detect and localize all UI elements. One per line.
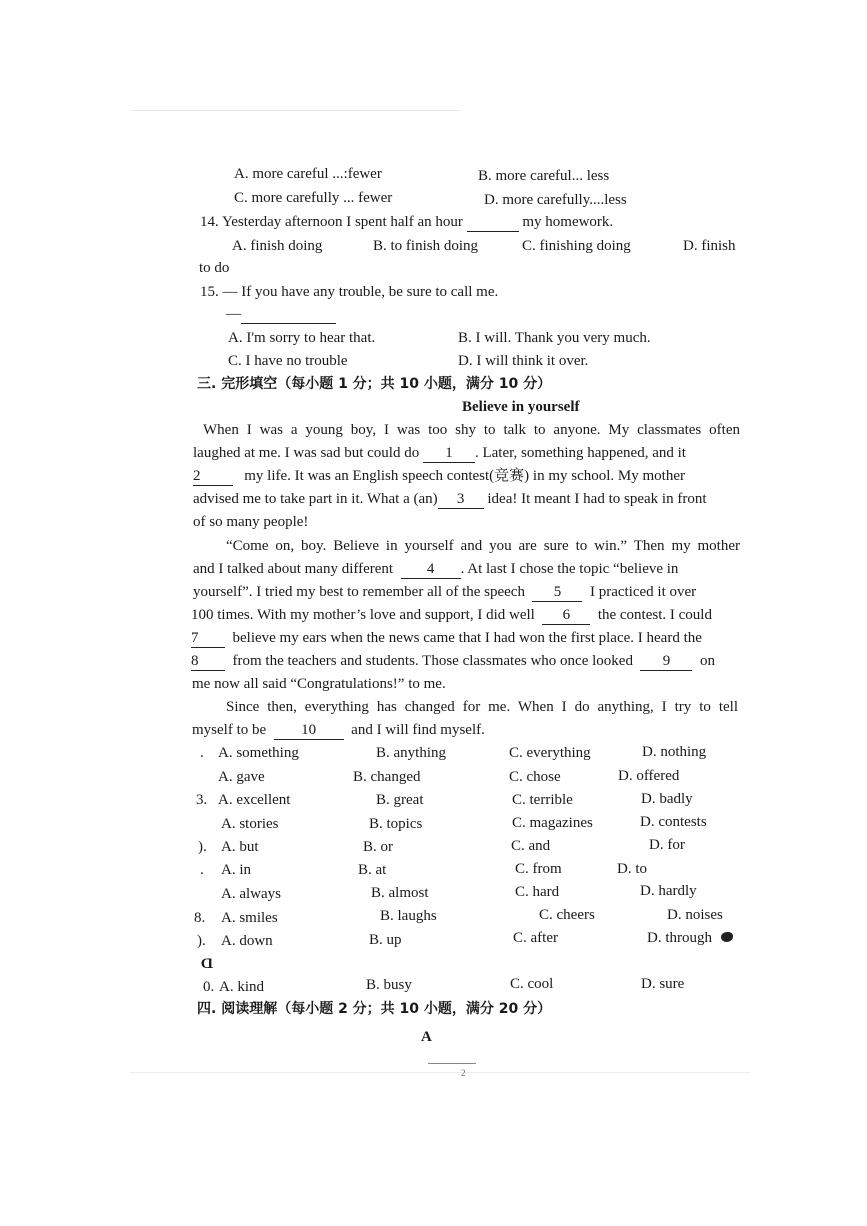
option-b: B. laughs	[380, 908, 437, 924]
option-d: D. sure	[641, 976, 685, 992]
option-c: C. and	[511, 838, 551, 854]
blank-2: 2	[193, 467, 233, 486]
passage-line-13: Since then, everything has changed for me. When I do anything, I try to tell	[226, 699, 738, 715]
option-c: C. magazines	[512, 815, 593, 831]
passage-text: . Later, something happened, and it	[474, 445, 686, 461]
option-b: B. busy	[366, 977, 412, 993]
q14-option-d-wrap: to do	[199, 260, 230, 276]
option-a: A. stories	[221, 816, 279, 832]
passage-title: Believe in yourself	[462, 399, 580, 415]
q14-blank	[467, 213, 519, 232]
option-d: D. offered	[618, 768, 680, 784]
option-c: C. cheers	[539, 907, 595, 923]
option-d: D. hardly	[640, 883, 697, 899]
q13-option-d: D. more carefully....less	[484, 192, 627, 208]
option-a: A. gave	[218, 769, 265, 785]
option-b: B. great	[376, 792, 424, 808]
q14-stem-text: 14. Yesterday afternoon I spent half an hour	[200, 214, 463, 230]
q15-option-a: A. I'm sorry to hear that.	[228, 330, 376, 346]
option-c: C. after	[513, 930, 558, 946]
section-3-heading: 三. 完形填空（每小题 1 分；共 10 小题，满分 10 分）	[197, 376, 552, 392]
passage-text: laughed at me. I was sad but could do	[193, 445, 420, 461]
q13-option-b: B. more careful... less	[478, 168, 610, 184]
footer-rule	[428, 1063, 476, 1064]
passage-text: believe my ears when the news came that I had won the first place. I heard the	[232, 630, 702, 646]
q15-option-d: D. I will think it over.	[458, 353, 589, 369]
option-d: D. badly	[641, 791, 693, 807]
blank-9: 9	[640, 652, 692, 671]
passage-line-1: When I was a young boy, I was too shy to talk to anyone. My classmates often	[203, 422, 740, 438]
q14-option-a: A. finish doing	[232, 238, 323, 254]
passage-line-4	[193, 490, 706, 509]
option-a: A. smiles	[221, 910, 278, 926]
option-b: B. or	[363, 839, 393, 855]
passage-text: yourself”. I tried my best to remember all of the speech	[193, 584, 525, 600]
scan-line	[130, 1072, 750, 1073]
option-a: A. something	[218, 745, 299, 761]
passage-text: and I talked about many different	[193, 561, 394, 577]
option-b: B. changed	[353, 769, 421, 785]
option-number: 0.	[203, 979, 215, 995]
option-a: A. excellent	[218, 792, 291, 808]
passage-line-14	[192, 721, 485, 740]
q14-option-d: D. finish	[683, 238, 736, 254]
option-number: 3.	[196, 792, 208, 808]
option-c: C. cool	[510, 976, 554, 992]
option-c: C. chose	[509, 769, 561, 785]
option-d: D. through	[647, 930, 712, 946]
option-number: .	[200, 862, 204, 878]
q13-option-c: C. more carefully ... fewer	[234, 190, 393, 206]
passage-text: the contest. I could	[597, 607, 712, 623]
passage-line-2	[193, 444, 686, 463]
section-4-heading: 四. 阅读理解（每小题 2 分；共 10 小题，满分 20 分）	[197, 1001, 552, 1017]
blank-10: 10	[274, 721, 344, 740]
option-a: A. always	[221, 886, 281, 902]
option-d: D. contests	[640, 814, 707, 830]
option-c: C. hard	[515, 884, 560, 900]
passage-text: from the teachers and students. Those classmates who once looked	[232, 653, 633, 669]
option-b: B. at	[358, 862, 387, 878]
option-a: A. in	[221, 862, 251, 878]
blank-3: 3	[438, 490, 484, 509]
passage-line-12: me now all said “Congratulations!” to me.	[192, 676, 446, 692]
option-a: A. kind	[219, 979, 264, 995]
passage-line-7	[193, 560, 678, 579]
blank-5: 5	[532, 583, 582, 602]
q15-stem: 15. — If you have any trouble, be sure to call me.	[200, 284, 499, 300]
ink-blot-icon	[721, 932, 733, 942]
q15-option-c: C. I have no trouble	[228, 353, 348, 369]
passage-line-6: “Come on, boy. Believe in yourself and you are sure to win.” Then my mother	[226, 538, 740, 554]
option-number: .	[200, 745, 204, 761]
option-b: B. topics	[369, 816, 423, 832]
blank-4: 4	[401, 560, 461, 579]
q14-option-c: C. finishing doing	[522, 238, 631, 254]
passage-text: 100 times. With my mother’s love and support, I did well	[191, 607, 535, 623]
page-number: 2	[461, 1068, 466, 1078]
q15-reply-dash: —	[226, 306, 241, 322]
blank-6: 6	[542, 606, 590, 625]
stray-mark-icon: Ɑ	[201, 956, 214, 972]
part-label: A	[421, 1029, 432, 1045]
q14-stem	[200, 213, 613, 232]
option-d: D. nothing	[642, 744, 707, 760]
blank-8: 8	[191, 652, 225, 671]
scan-line	[130, 110, 460, 111]
passage-line-3	[193, 467, 685, 486]
q14-stem-end: my homework.	[522, 214, 614, 230]
option-b: B. up	[369, 932, 402, 948]
option-row-1	[200, 744, 204, 762]
passage-line-11	[191, 652, 715, 671]
q14-option-b: B. to finish doing	[373, 238, 479, 254]
option-c: C. terrible	[512, 792, 573, 808]
q15-blank	[241, 305, 336, 324]
option-d: D. for	[649, 837, 685, 853]
passage-line-5: of so many people!	[193, 514, 309, 530]
passage-text: advised me to take part in it. What a (an)	[193, 491, 438, 507]
passage-text: my life. It was an English speech contest(竞赛) in my school. My mother	[244, 468, 685, 484]
passage-line-10	[191, 629, 702, 648]
option-a: A. but	[221, 839, 259, 855]
option-c: C. everything	[509, 745, 591, 761]
blank-7: 7	[191, 629, 225, 648]
passage-text: I practiced it over	[589, 584, 697, 600]
passage-line-9	[191, 606, 712, 625]
passage-line-8	[193, 583, 696, 602]
option-number: ).	[197, 933, 206, 949]
passage-text: myself to be	[192, 722, 267, 738]
option-b: B. almost	[371, 885, 429, 901]
blank-1: 1	[423, 444, 475, 463]
option-d: D. to	[617, 861, 647, 877]
option-number: 8.	[194, 910, 206, 926]
q13-option-a: A. more careful ...:fewer	[234, 166, 382, 182]
q15-option-b: B. I will. Thank you very much.	[458, 330, 651, 346]
passage-text: idea! It meant I had to speak in front	[487, 491, 707, 507]
option-b: B. anything	[376, 745, 446, 761]
passage-text: on	[699, 653, 715, 669]
passage-text: . At last I chose the topic “believe in	[460, 561, 679, 577]
option-a: A. down	[221, 933, 273, 949]
q15-reply	[226, 305, 336, 324]
option-d: D. noises	[667, 907, 723, 923]
passage-text: and I will find myself.	[351, 722, 485, 738]
option-c: C. from	[515, 861, 562, 877]
option-number: ).	[198, 839, 207, 855]
